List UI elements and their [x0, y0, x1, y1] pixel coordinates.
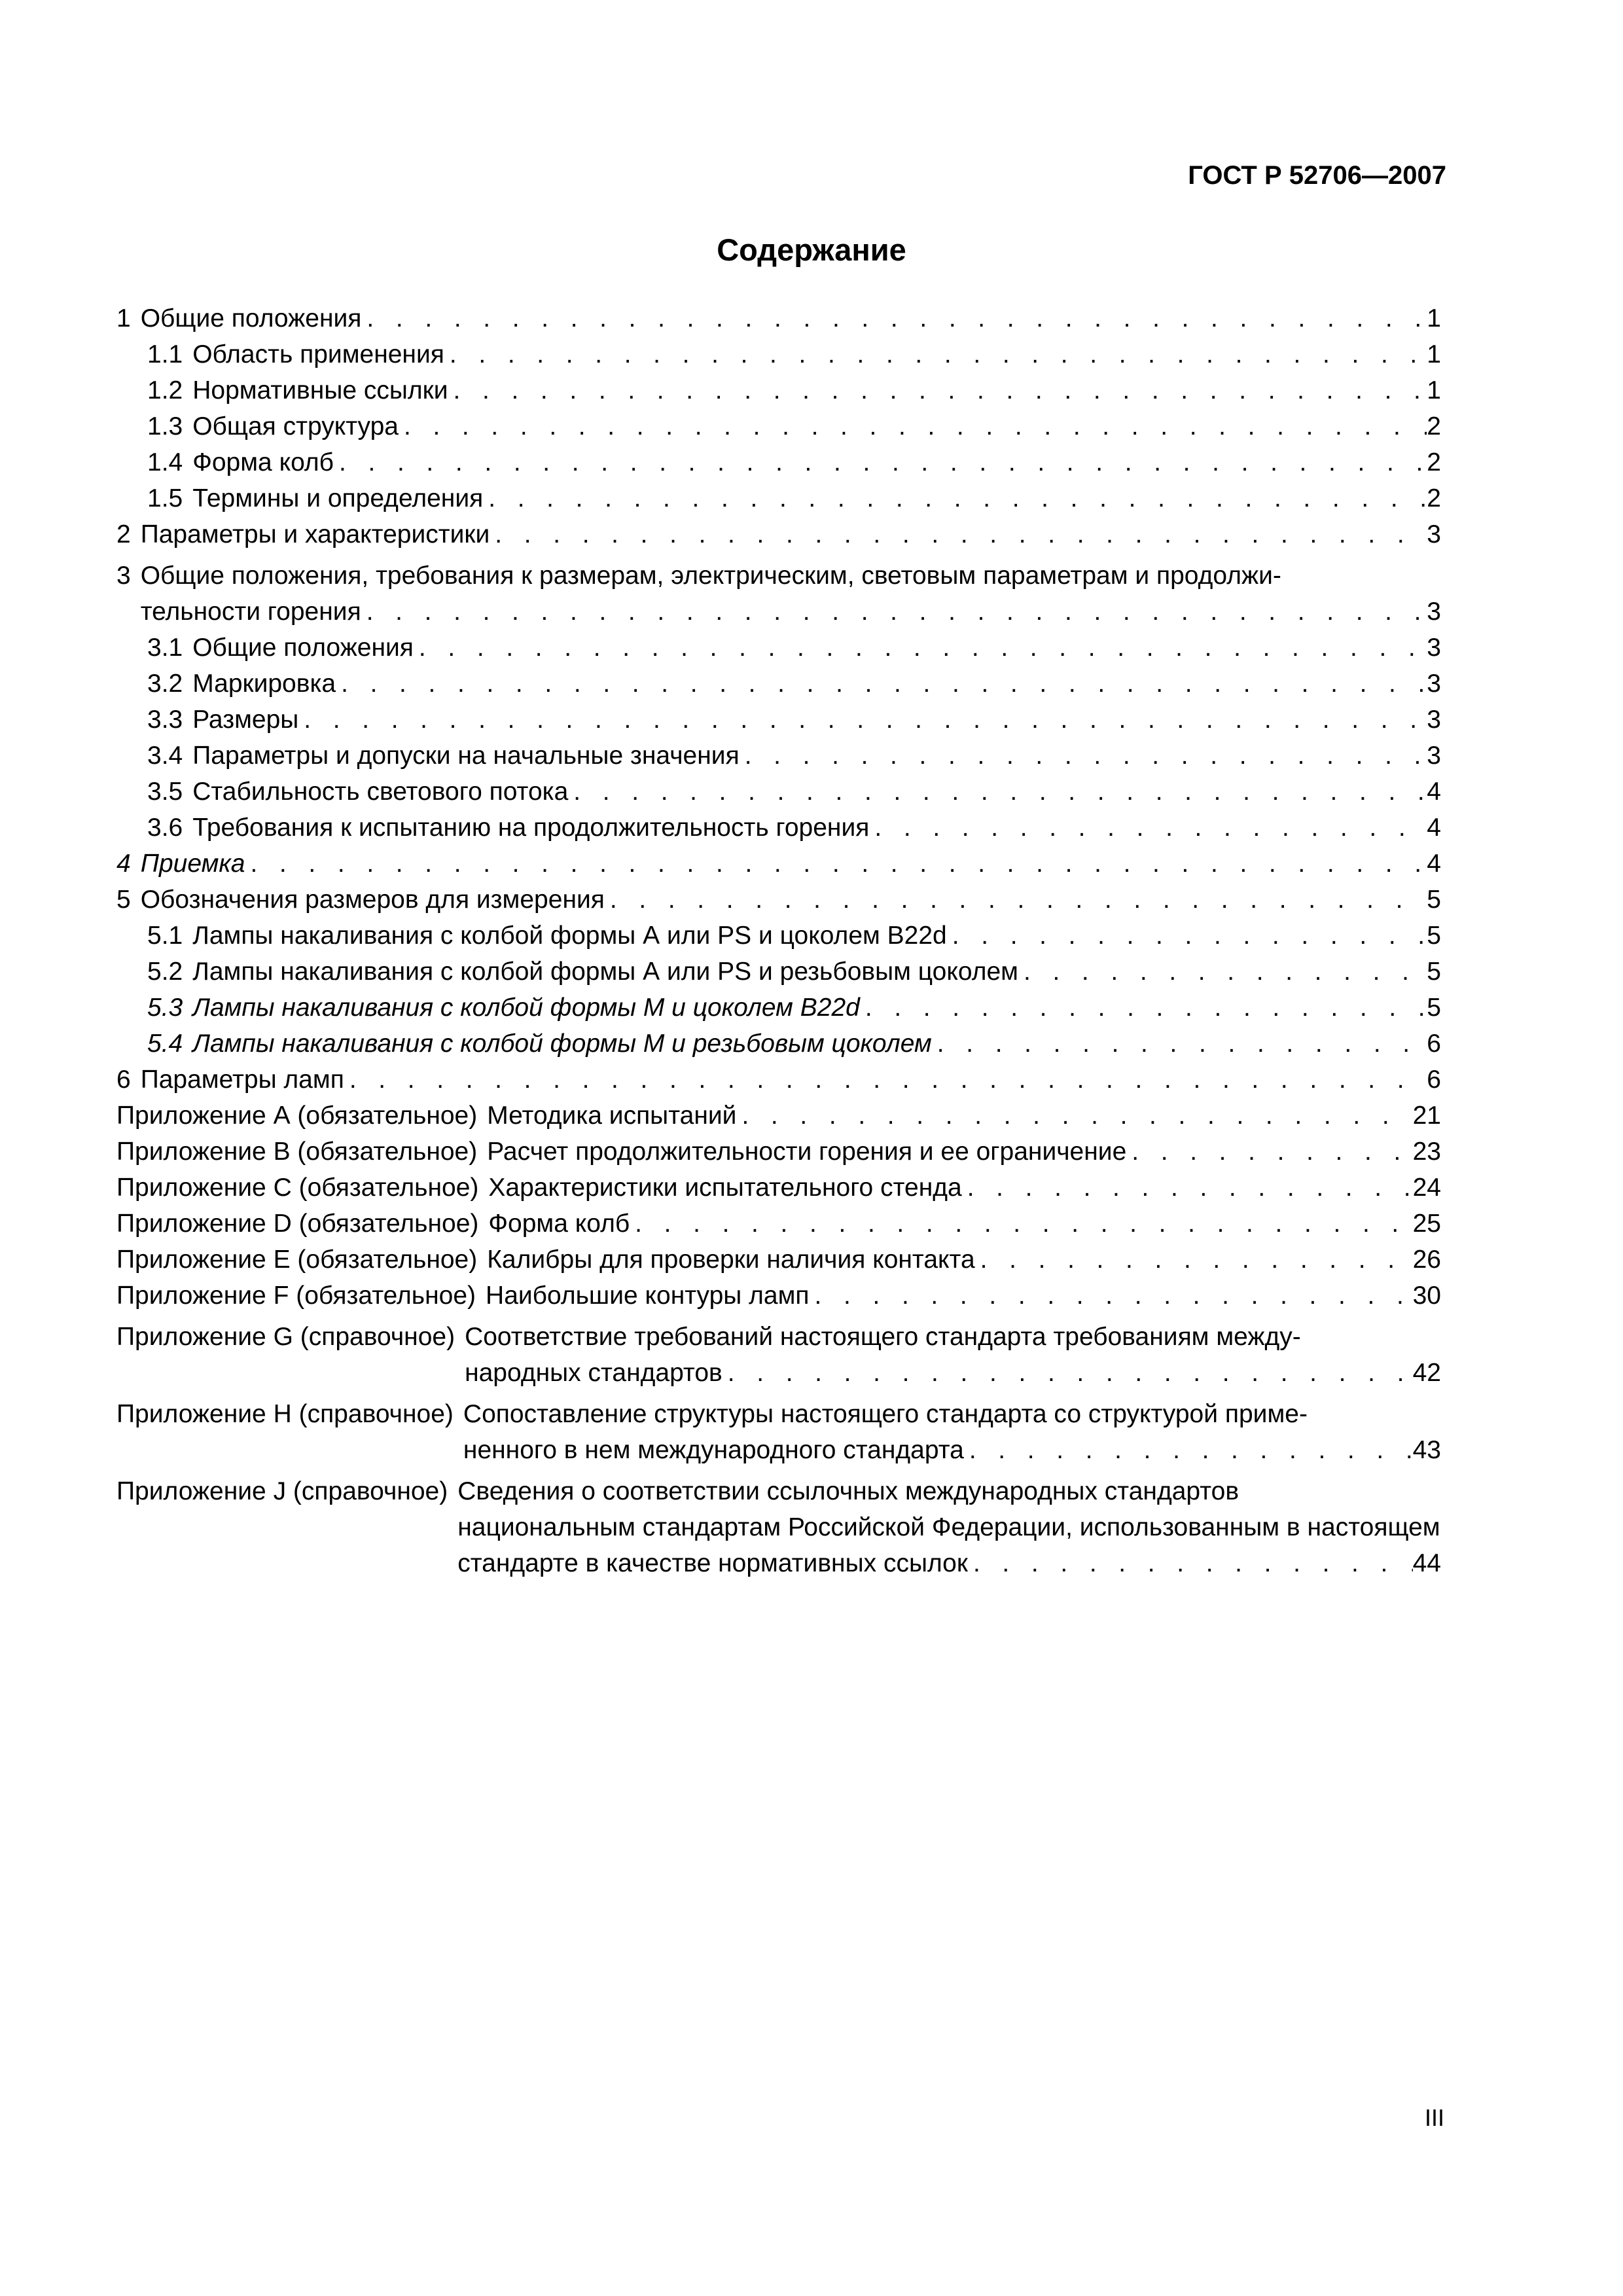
dot-leader [736, 1098, 1412, 1134]
dot-leader [962, 1170, 1413, 1206]
toc-entry[interactable] [116, 1473, 1441, 1581]
dot-leader [483, 480, 1427, 516]
dot-leader [932, 1026, 1427, 1062]
toc-entry[interactable] [116, 882, 1441, 918]
toc-entry[interactable] [116, 1098, 1441, 1134]
toc-entry-label: Калибры для проверки наличия контакта [487, 1246, 975, 1274]
toc-entry[interactable] [116, 918, 1441, 954]
toc-entry-number: 3.3 [147, 706, 183, 734]
toc-entry[interactable] [116, 774, 1441, 810]
toc-entry-label-continued: стандарте в качестве нормативных ссылок [457, 1549, 968, 1577]
toc-entry-number: 5.3 [147, 994, 183, 1022]
toc-entry-label: Общие положения [140, 304, 362, 332]
toc-entry-page: 6 [1427, 1030, 1441, 1058]
toc-entry[interactable] [116, 1396, 1441, 1468]
toc-entry[interactable] [116, 846, 1441, 882]
toc-entry-label: Общие положения, требования к размерам, электрическим, световым параметрам и продолжи- [140, 562, 1281, 590]
dot-leader [964, 1432, 1413, 1468]
toc-entry-number: Приложение D (обязательное) [116, 1210, 479, 1238]
toc-entry-number: 1.4 [147, 448, 183, 476]
toc-entry-label: Форма колб [488, 1210, 630, 1238]
toc-entry-page: 24 [1412, 1174, 1441, 1202]
toc-entry-label: Стабильность светового потока [192, 778, 569, 806]
dot-leader [414, 630, 1427, 666]
dot-leader [947, 918, 1427, 954]
toc-entry-page: 21 [1412, 1102, 1441, 1130]
toc-entry-page: 1 [1427, 304, 1441, 332]
toc-entry-page: 25 [1412, 1210, 1441, 1238]
dot-leader [568, 774, 1427, 810]
toc-entry-label-continued: ненного в нем международного стандарта [463, 1436, 964, 1464]
toc-entry-number: 3.5 [147, 778, 183, 806]
toc-entry-label: Характеристики испытательного стенда [488, 1174, 962, 1202]
toc-entry[interactable] [116, 558, 1441, 630]
page-title: Содержание [717, 232, 906, 267]
dot-leader [361, 594, 1427, 630]
toc-entry-number: Приложение F (обязательное) [116, 1282, 476, 1310]
dot-leader [490, 516, 1427, 552]
toc-entry-page: 4 [1427, 778, 1441, 806]
toc-entry-label: Термины и определения [192, 484, 484, 512]
toc-entry-label: Сопоставление структуры настоящего стандарта со структурой приме- [463, 1400, 1308, 1428]
toc-entry-label: Соответствие требований настоящего стандарта требованиям между- [465, 1323, 1301, 1351]
toc-entry-number: Приложение В (обязательное) [116, 1138, 478, 1166]
toc-entry[interactable] [116, 990, 1441, 1026]
dot-leader [344, 1062, 1427, 1098]
toc-entry-label-continued: тельности горения [140, 598, 361, 626]
toc-entry-label: Параметры ламп [140, 1066, 344, 1094]
toc-entry-label: Требования к испытанию на продолжительность горения [192, 814, 870, 842]
toc-entry[interactable] [116, 1170, 1441, 1206]
toc-entry-page: 5 [1427, 994, 1441, 1022]
dot-leader [448, 372, 1427, 408]
toc-entry-number: 3 [116, 562, 131, 590]
dot-leader [444, 336, 1427, 372]
toc-entry-label: Нормативные ссылки [192, 376, 448, 404]
toc-entry-number: 3.4 [147, 742, 183, 770]
toc-entry[interactable] [116, 480, 1441, 516]
toc-entry-label: Маркировка [192, 670, 336, 698]
toc-entry[interactable] [116, 1026, 1441, 1062]
toc-entry[interactable] [116, 1206, 1441, 1242]
toc-entry-label: Область применения [192, 340, 444, 368]
toc-entry[interactable] [116, 702, 1441, 738]
toc-entry-page: 3 [1427, 598, 1441, 626]
toc-entry-label: Лампы накаливания с колбой формы А или PS и резьбовым цоколем [192, 958, 1018, 986]
toc-entry[interactable] [116, 336, 1441, 372]
dot-leader [605, 882, 1427, 918]
dot-leader [630, 1206, 1412, 1242]
toc-entry-number: Приложение Е (обязательное) [116, 1246, 478, 1274]
toc-entry-number: 5.1 [147, 922, 183, 950]
toc-entry-label: Размеры [192, 706, 299, 734]
toc-entry-page: 1 [1427, 376, 1441, 404]
toc-entry[interactable] [116, 1134, 1441, 1170]
toc-entry-label: Наибольшие контуры ламп [486, 1282, 810, 1310]
toc-entry-page: 3 [1427, 634, 1441, 662]
toc-entry-number: 4 [116, 850, 131, 878]
toc-entry-page: 4 [1427, 814, 1441, 842]
toc-entry[interactable] [116, 1062, 1441, 1098]
toc-entry[interactable] [116, 1278, 1441, 1314]
toc-entry-page: 6 [1427, 1066, 1441, 1094]
dot-leader [298, 702, 1427, 738]
toc-entry[interactable] [116, 408, 1441, 444]
toc-entry[interactable] [116, 630, 1441, 666]
dot-leader [968, 1545, 1413, 1581]
toc-entry-number: 6 [116, 1066, 131, 1094]
toc-entry-label: Сведения о соответствии ссылочных международных стандартов [457, 1477, 1240, 1505]
toc-entry-page: 44 [1412, 1549, 1441, 1577]
toc-entry-page: 5 [1427, 886, 1441, 914]
toc-entry-number: 3.6 [147, 814, 183, 842]
toc-entry-number: 1 [116, 304, 131, 332]
toc-entry-page: 4 [1427, 850, 1441, 878]
toc-entry-page: 5 [1427, 922, 1441, 950]
toc-entry-number: 5 [116, 886, 131, 914]
toc-entry-label: Лампы накаливания с колбой формы А или PS и цоколем B22d [192, 922, 947, 950]
dot-leader [361, 300, 1427, 336]
toc-entry-label: Методика испытаний [487, 1102, 737, 1130]
toc-entry[interactable] [116, 372, 1441, 408]
toc-entry-label: Параметры и характеристики [140, 520, 490, 548]
page-number: III [1424, 2104, 1444, 2131]
toc-entry[interactable] [116, 954, 1441, 990]
toc-entry-label: Приемка [140, 850, 245, 878]
dot-leader [869, 810, 1427, 846]
toc-entry-label-continued: народных стандартов [465, 1359, 722, 1387]
dot-leader [722, 1355, 1413, 1391]
toc-entry[interactable] [116, 1319, 1441, 1391]
toc-entry-number: 5.2 [147, 958, 183, 986]
toc-entry-number: 2 [116, 520, 131, 548]
toc-entry-number: Приложение А (обязательное) [116, 1102, 478, 1130]
toc-entry-label: Лампы накаливания с колбой формы М и цоколем B22d [192, 994, 860, 1022]
toc-entry-number: 1.5 [147, 484, 183, 512]
toc-entry-page: 2 [1427, 484, 1441, 512]
toc-entry-label: Параметры и допуски на начальные значения [192, 742, 740, 770]
table-of-contents [116, 300, 1441, 1581]
toc-entry-number: 5.4 [147, 1030, 183, 1058]
dot-leader [975, 1242, 1413, 1278]
toc-entry-label-continued: национальным стандартам Российской Федерации, использованным в настоящем [457, 1513, 1440, 1541]
dot-leader [810, 1278, 1413, 1314]
toc-entry-label: Форма колб [192, 448, 334, 476]
toc-entry[interactable] [116, 444, 1441, 480]
toc-entry-number: Приложение С (обязательное) [116, 1174, 479, 1202]
toc-entry-number: 3.2 [147, 670, 183, 698]
dot-leader [1126, 1134, 1412, 1170]
toc-entry-label: Лампы накаливания с колбой формы М и резьбовым цоколем [192, 1030, 932, 1058]
toc-entry-page: 23 [1412, 1138, 1441, 1166]
dot-leader [860, 990, 1427, 1026]
toc-entry-number: 3.1 [147, 634, 183, 662]
toc-entry-page: 3 [1427, 742, 1441, 770]
toc-entry-number: 1.3 [147, 412, 183, 440]
toc-entry[interactable] [116, 300, 1441, 336]
toc-entry-label: Общая структура [192, 412, 399, 440]
toc-entry-number: 1.2 [147, 376, 183, 404]
toc-entry-page: 30 [1412, 1282, 1441, 1310]
toc-entry-page: 26 [1412, 1246, 1441, 1274]
toc-entry-page: 2 [1427, 448, 1441, 476]
toc-entry-page: 3 [1427, 520, 1441, 548]
toc-entry[interactable] [116, 666, 1441, 702]
toc-entry[interactable] [116, 1242, 1441, 1278]
dot-leader [740, 738, 1427, 774]
dot-leader [336, 666, 1427, 702]
toc-entry[interactable] [116, 810, 1441, 846]
toc-entry-label: Расчет продолжительности горения и ее ограничение [487, 1138, 1127, 1166]
toc-entry-number: Приложение G (справочное) [116, 1323, 455, 1351]
toc-entry[interactable] [116, 738, 1441, 774]
toc-entry-page: 5 [1427, 958, 1441, 986]
toc-entry-number: Приложение J (справочное) [116, 1477, 448, 1505]
document-code: ГОСТ Р 52706—2007 [1188, 161, 1446, 190]
toc-entry-number: Приложение H (справочное) [116, 1400, 454, 1428]
toc-entry-page: 42 [1412, 1359, 1441, 1387]
dot-leader [1018, 954, 1427, 990]
dot-leader [245, 846, 1427, 882]
toc-entry-number: 1.1 [147, 340, 183, 368]
toc-entry-page: 1 [1427, 340, 1441, 368]
toc-entry[interactable] [116, 516, 1441, 552]
dot-leader [399, 408, 1427, 444]
toc-entry-page: 43 [1412, 1436, 1441, 1464]
toc-entry-page: 2 [1427, 412, 1441, 440]
toc-entry-page: 3 [1427, 706, 1441, 734]
dot-leader [334, 444, 1427, 480]
toc-entry-label: Общие положения [192, 634, 414, 662]
toc-entry-page: 3 [1427, 670, 1441, 698]
toc-entry-label: Обозначения размеров для измерения [140, 886, 605, 914]
